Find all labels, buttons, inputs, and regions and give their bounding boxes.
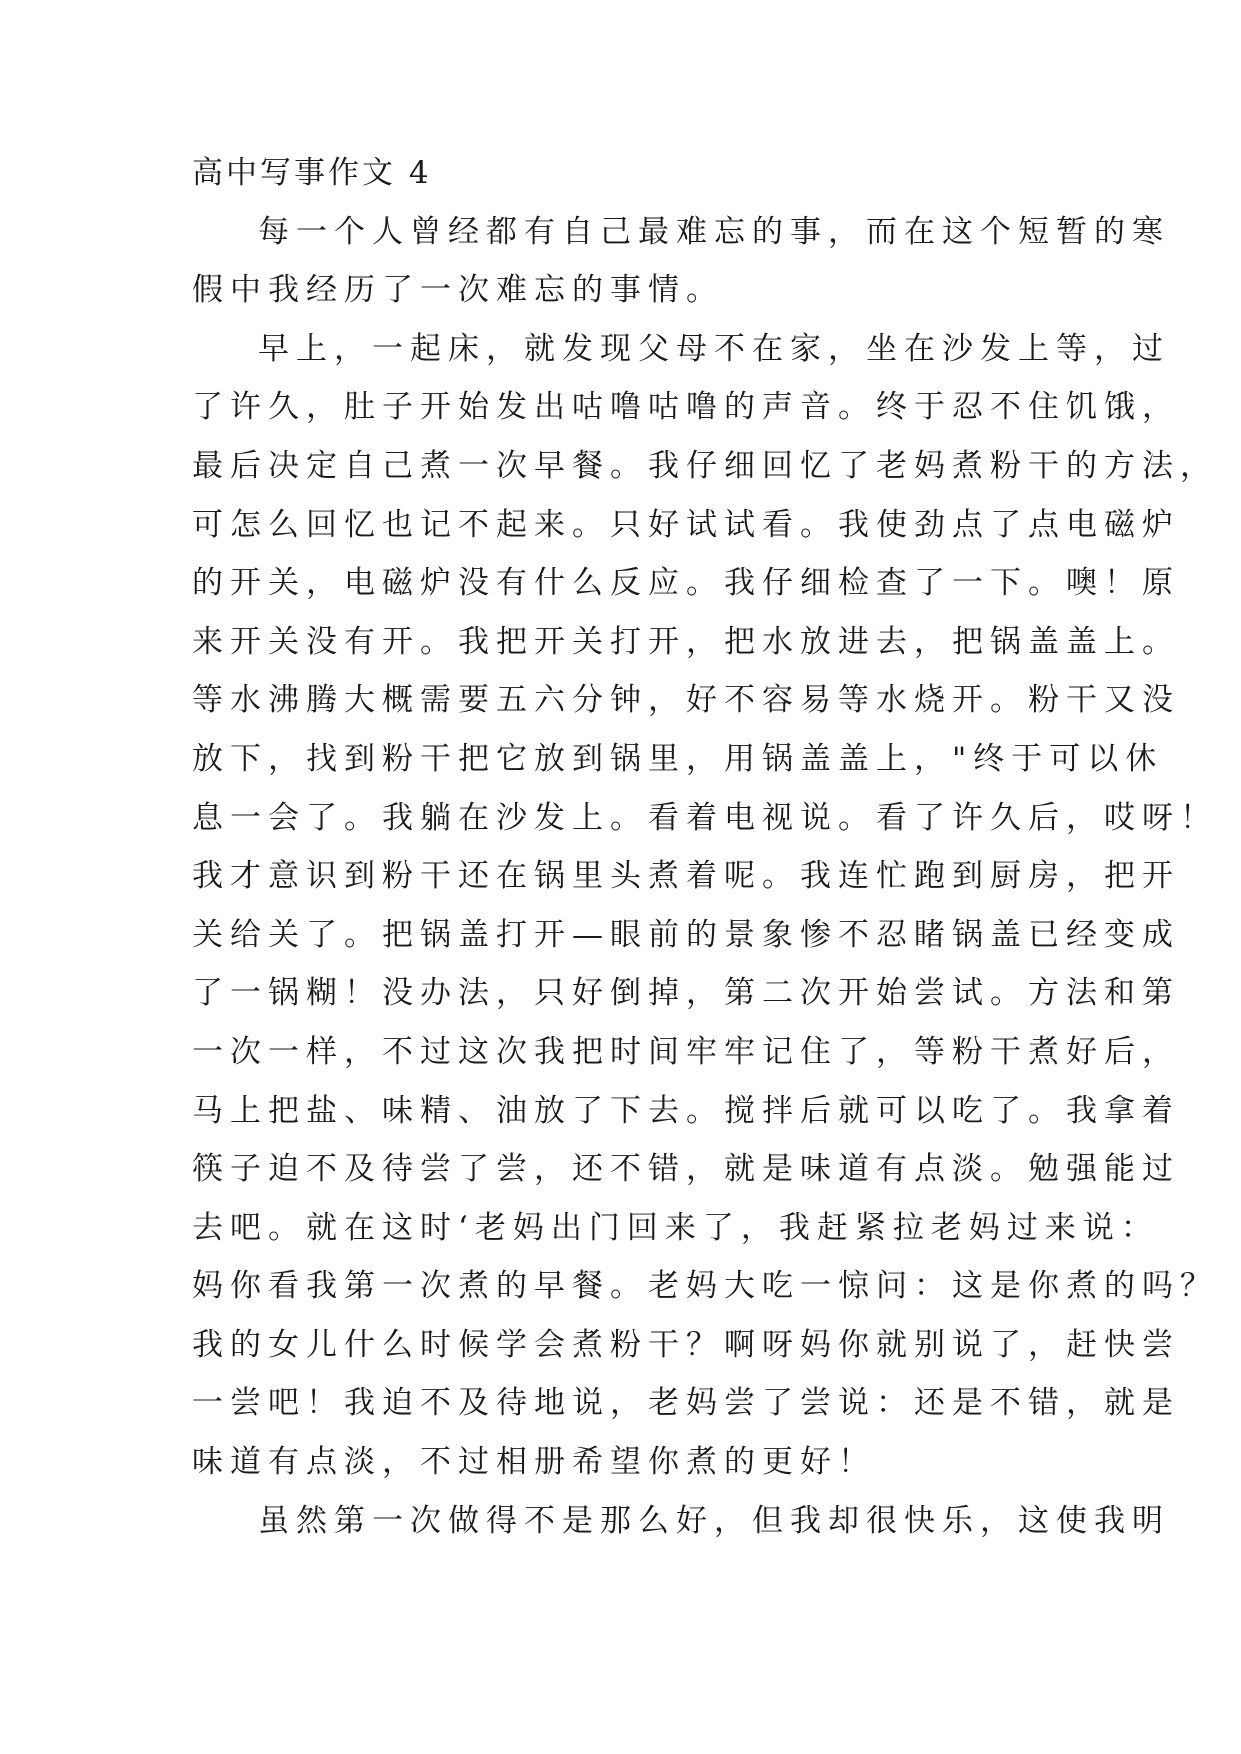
paragraph-line: 的开关，电磁炉没有什么反应。我仔细检查了一下。噢！原 (192, 565, 1180, 602)
essay-body (192, 144, 1218, 1550)
essay-title: 高中写事作文 4 (192, 155, 432, 191)
paragraph-line: 一次一样，不过这次我把时间牢牢记住了，等粉干煮好后， (192, 1033, 1180, 1070)
paragraph-line: 了一锅糊！没办法，只好倒掉，第二次开始尝试。方法和第 (192, 975, 1180, 1012)
paragraph-line: 筷子迫不及待尝了尝，还不错，就是味道有点淡。勉强能过 (192, 1151, 1180, 1188)
paragraph-line: 去吧。就在这时‘老妈出门回来了，我赶紧拉老妈过来说： (192, 1209, 1159, 1246)
paragraph-line: 放下，找到粉干把它放到锅里，用锅盖盖上，"终于可以休 (192, 740, 1164, 777)
paragraph-1 (192, 203, 1170, 320)
paragraph-2 (192, 320, 1218, 1492)
paragraph-3 (192, 1492, 1170, 1551)
paragraph-line: 来开关没有开。我把开关打开，把水放进去，把锅盖盖上。 (192, 623, 1180, 660)
paragraph-line: 息一会了。我躺在沙发上。看着电视说。看了许久后，哎呀！ (192, 799, 1218, 836)
paragraph-line: 味道有点淡，不过相册希望你煮的更好！ (192, 1444, 876, 1481)
paragraph-line: 马上把盐、味精、油放了下去。搅拌后就可以吃了。我拿着 (192, 1092, 1180, 1129)
paragraph-line: 假中我经历了一次难忘的事情。 (192, 272, 724, 309)
paragraph-line: 一尝吧！我迫不及待地说，老妈尝了尝说：还是不错，就是 (192, 1385, 1180, 1422)
paragraph-line: 我的女儿什么时候学会煮粉干？啊呀妈你就别说了，赶快尝 (192, 1326, 1180, 1363)
paragraph-line: 虽然第一次做得不是那么好，但我却很快乐，这使我明 (258, 1502, 1170, 1539)
paragraph-line: 等水沸腾大概需要五六分钟，好不容易等水烧开。粉干又没 (192, 682, 1180, 719)
paragraph-line: 我才意识到粉干还在锅里头煮着呢。我连忙跑到厨房，把开 (192, 858, 1180, 895)
paragraph-line: 关给关了。把锅盖打开—眼前的景象惨不忍睹锅盖已经变成 (192, 916, 1180, 953)
paragraph-line: 了许久，肚子开始发出咕噜咕噜的声音。终于忍不住饥饿， (192, 389, 1180, 426)
paragraph-line: 最后决定自己煮一次早餐。我仔细回忆了老妈煮粉干的方法， (192, 447, 1218, 484)
paragraph-line: 可怎么回忆也记不起来。只好试试看。我使劲点了点电磁炉 (192, 506, 1180, 543)
paragraph-line: 早上，一起床，就发现父母不在家，坐在沙发上等，过 (258, 330, 1170, 367)
paragraph-line: 妈你看我第一次煮的早餐。老妈大吃一惊问：这是你煮的吗？ (192, 1268, 1218, 1305)
paragraph-line: 每一个人曾经都有自己最难忘的事，而在这个短暂的寒 (258, 213, 1170, 250)
